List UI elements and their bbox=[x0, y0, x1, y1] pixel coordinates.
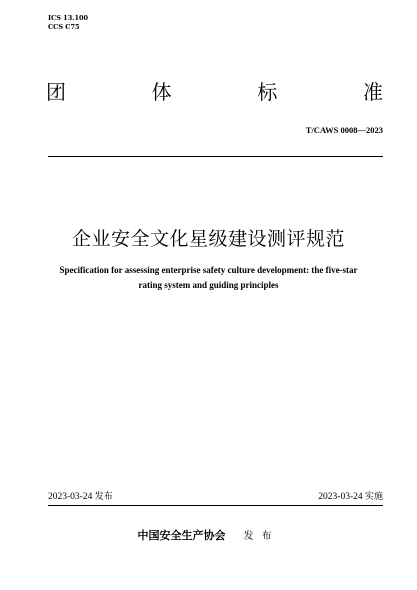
standard-type-char-3: 标 bbox=[257, 80, 278, 104]
footer-divider bbox=[48, 505, 383, 506]
english-title bbox=[36, 263, 381, 293]
issue-action: 发布 bbox=[243, 531, 280, 542]
issuer-line bbox=[0, 524, 417, 543]
standard-number: T/CAWS 0008—2023 bbox=[305, 125, 383, 135]
implement-date-label: 实施 bbox=[364, 492, 383, 502]
standard-type-char-2: 体 bbox=[151, 80, 172, 104]
publish-date-value: 2023-03-24 bbox=[48, 492, 93, 502]
implement-date bbox=[318, 489, 383, 502]
chinese-title: 企业安全文化星级建设测评规范 bbox=[71, 228, 345, 250]
publish-date bbox=[48, 489, 113, 502]
classification-codes bbox=[48, 14, 88, 32]
publish-date-label: 发布 bbox=[94, 492, 113, 502]
english-title-line-2: rating system and guiding principles bbox=[138, 280, 279, 290]
header-divider bbox=[48, 156, 383, 157]
implement-date-value: 2023-03-24 bbox=[318, 492, 363, 502]
ccs-code: CCS C75 bbox=[48, 23, 80, 31]
ics-code: ICS 13.100 bbox=[48, 14, 89, 22]
standard-type-char-1: 团 bbox=[46, 80, 66, 104]
issuing-organization: 中国安全生产协会 bbox=[137, 529, 226, 542]
standard-type-heading bbox=[46, 76, 383, 104]
standard-type-char-4: 准 bbox=[362, 80, 383, 104]
english-title-line-1: Specification for assessing enterprise safety culture development: the five-star bbox=[59, 265, 358, 275]
